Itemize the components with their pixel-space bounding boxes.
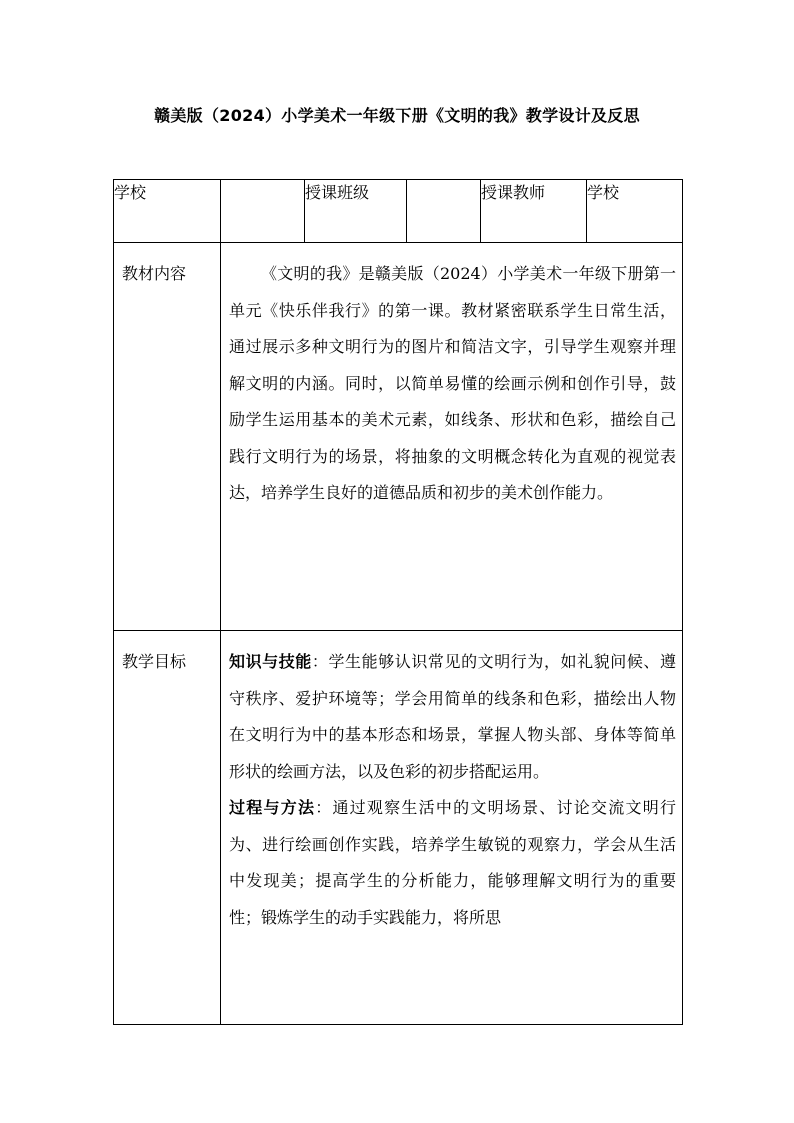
knowledge-heading: 知识与技能 [229, 652, 312, 671]
knowledge-paragraph [229, 644, 676, 790]
content-label-cell [114, 243, 221, 631]
school-label: 学校 [114, 180, 221, 243]
class-label: 授课班级 [305, 180, 407, 243]
lesson-plan-table [113, 179, 683, 1025]
document-title: 赣美版（2024）小学美术一年级下册《文明的我》教学设计及反思 [154, 106, 640, 125]
process-text: ：通过观察生活中的文明场景、讨论交流文明行为、进行绘画创作实践，培养学生敏锐的观察力，学会从生活中发现美；提高学生的分析能力，能够理解文明行为的重要性；锻炼学生的动手实践能力，将所思 [229, 798, 676, 927]
goal-text-cell [221, 631, 683, 1025]
content-label: 教材内容 [122, 264, 187, 283]
header-row [114, 180, 683, 243]
process-heading: 过程与方法 [229, 798, 316, 817]
content-text-cell [221, 243, 683, 631]
school-value-cell [221, 180, 305, 243]
content-paragraph: 《文明的我》是赣美版（2024）小学美术一年级下册第一单元《快乐伴我行》的第一课。教材紧密联系学生日常生活，通过展示多种文明行为的图片和简洁文字，引导学生观察并理解文明的内涵。同时，以简单易懂的绘画示例和创作引导，鼓励学生运用基本的美术元素，如线条、形状和色彩，描绘自己践行文明行为的场景，将抽象的文明概念转化为直观的视觉表达，培养学生良好的道德品质和初步的美术创作能力。 [229, 264, 676, 502]
goal-row [114, 631, 683, 1025]
content-row [114, 243, 683, 631]
goal-label: 教学目标 [122, 652, 187, 671]
class-value-cell [407, 180, 481, 243]
knowledge-text: ：学生能够认识常见的文明行为，如礼貌问候、遵守秩序、爱护环境等；学会用简单的线条和色彩，描绘出人物在文明行为中的基本形态和场景，掌握人物头部、身体等简单形状的绘画方法，以及色彩的初步搭配运用。 [229, 652, 676, 781]
teacher-value-cell: 学校 [587, 180, 683, 243]
goal-label-cell [114, 631, 221, 1025]
process-paragraph [229, 790, 676, 936]
teacher-label: 授课教师 [481, 180, 587, 243]
